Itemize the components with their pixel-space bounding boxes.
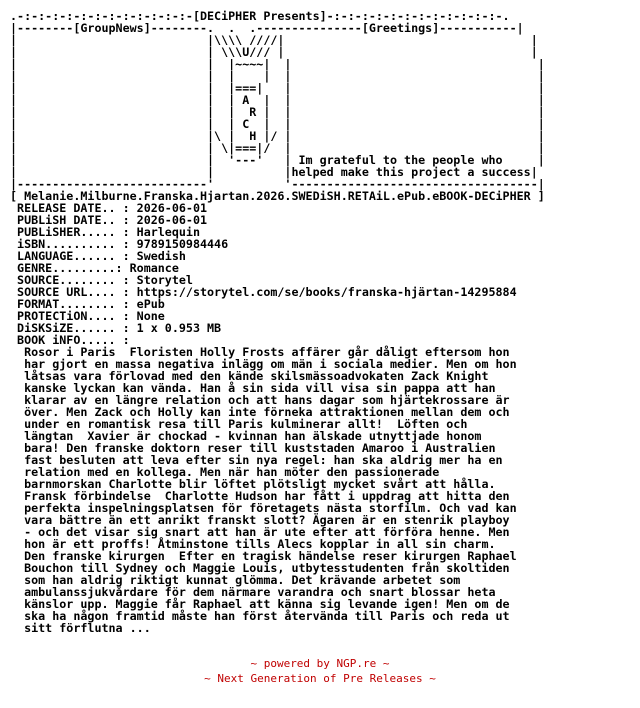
nfo-line: [ Melanie.Milburne.Franska.Hjartan.2026.SWEDiSH.RETAiL.ePub.eBOOK-DECiPHER ]: [10, 189, 545, 203]
nfo-line: RELEASE DATE.. : 2026-06-01: [10, 201, 208, 215]
nfo-line: Bouchon till Sydney och Maggie Louis, utbytesstudenten från skoltiden: [10, 561, 510, 575]
nfo-text: [10, 10, 545, 634]
nfo-line: | | | C | | |: [10, 117, 545, 131]
nfo-line: | | |helped make this project a success|: [10, 165, 538, 179]
nfo-line: SOURCE URL.... : https://storytel.com/se/books/franska-hjärtan-14295884: [10, 285, 517, 299]
nfo-line: .-:-:-:-:-:-:-:-:-:-:-:-:-[DECiPHER Presents]-:-:-:-:-:-:-:-:-:-:-:-:-.: [10, 9, 510, 23]
nfo-line: FORMAT........ : ePub: [10, 297, 165, 311]
nfo-line: hon är ett proffs! Åtminstone tills Alecs kopplar in all sin charm.: [10, 537, 496, 551]
nfo-line: ambulanssjukvårdare för dem närmare varandra och snart blossar heta: [10, 585, 496, 599]
nfo-line: DiSKSiZE...... : 1 x 0.953 MB: [10, 321, 222, 335]
nfo-line: ska ha någon framtid måste han först återvända till Paris och reda ut: [10, 609, 510, 623]
nfo-line: |---------------------------' '-----------------------------------|: [10, 177, 545, 191]
nfo-line: känslor upp. Maggie får Raphael att känna sig levande igen! Men om de: [10, 597, 510, 611]
nfo-line: Fransk förbindelse Charlotte Hudson har fått i uppdrag att hitta den: [10, 489, 510, 503]
footer-powered-by: ~ powered by NGP.re ~: [250, 657, 390, 670]
nfo-line: PUBLiSHER..... : Harlequin: [10, 225, 200, 239]
nfo-line: PUBLiSH DATE.. : 2026-06-01: [10, 213, 208, 227]
nfo-line: Rosor i Paris Floristen Holly Frosts affärer går dåligt eftersom hon: [10, 345, 510, 359]
nfo-line: klarar av en längre relation och att hans dagar som hjärtekrossare är: [10, 393, 510, 407]
nfo-line: - och det visar sig snart att han är ute efter att förföra henne. Men: [10, 525, 510, 539]
nfo-line: bara! Den franske doktorn reser till kuststaden Amaroo i Australien: [10, 441, 496, 455]
nfo-line: | | | | | |: [10, 69, 545, 83]
nfo-line: längtan Xavier är chockad - kvinnan han älskade utnyttjade honom: [10, 429, 482, 443]
nfo-line: barnmorskan Charlotte blir löftet plötsligt mycket svårt att hålla.: [10, 477, 496, 491]
nfo-line: kanske lyckan kan vända. Han å sin sida vill visa sin pappa att han: [10, 381, 496, 395]
nfo-line: låtsas vara förlovad med den kände skilsmässoadvokaten Zack Knight: [10, 369, 489, 383]
nfo-line: iSBN.......... : 9789150984446: [10, 237, 229, 251]
nfo-line: sitt förflutna ...: [10, 621, 151, 635]
nfo-line: | | \|===|/ | |: [10, 141, 545, 155]
nfo-line: SOURCE........ : Storytel: [10, 273, 193, 287]
nfo-line: | | | R | | |: [10, 105, 545, 119]
nfo-line: LANGUAGE...... : Swedish: [10, 249, 186, 263]
nfo-line: | | \\\U/// | |: [10, 45, 538, 59]
nfo-line: relation med en kollega. Men när han möter den passionerade: [10, 465, 440, 479]
nfo-line: perfekta inspelningsplatsen för företagets nästa storfilm. Och vad kan: [10, 501, 517, 515]
nfo-line: som han aldrig riktigt kunnat glömma. Det krävande arbetet som: [10, 573, 461, 587]
nfo-line: BOOK iNFO..... :: [10, 333, 130, 347]
nfo-line: | |\ | H |/ | |: [10, 129, 545, 143]
footer-tagline: ~ Next Generation of Pre Releases ~: [204, 672, 436, 685]
nfo-line: | | | A | | |: [10, 93, 545, 107]
nfo-line: vara bättre än ett anrikt franskt slott? Ägaren är en stenrik playboy: [10, 513, 510, 527]
nfo-line: PROTECTiON.... : None: [10, 309, 165, 323]
nfo-line: | |\\\\ ////| |: [10, 33, 538, 47]
nfo-line: | | '---' | Im grateful to the people who |: [10, 153, 545, 167]
nfo-line: under en romantisk resa till Paris kulminerar allt! Löften och: [10, 417, 468, 431]
nfo-line: Den franske kirurgen Efter en tragisk händelse reser kirurgen Raphael: [10, 549, 517, 563]
nfo-line: har gjort en massa negativa inlägg om män i sociala medier. Men om hon: [10, 357, 517, 371]
nfo-line: GENRE.........: Romance: [10, 261, 179, 275]
nfo-line: |--------[GroupNews]--------. . .---------------[Greetings]-----------|: [10, 21, 524, 35]
nfo-line: | | |===| | |: [10, 81, 545, 95]
nfo-line: över. Men Zack och Holly kan inte förneka attraktionen mellan dem och: [10, 405, 510, 419]
nfo-line: | | |~~~~| | |: [10, 57, 545, 71]
nfo-line: fast besluten att leva efter sin nya regel: han ska aldrig mer ha en: [10, 453, 503, 467]
